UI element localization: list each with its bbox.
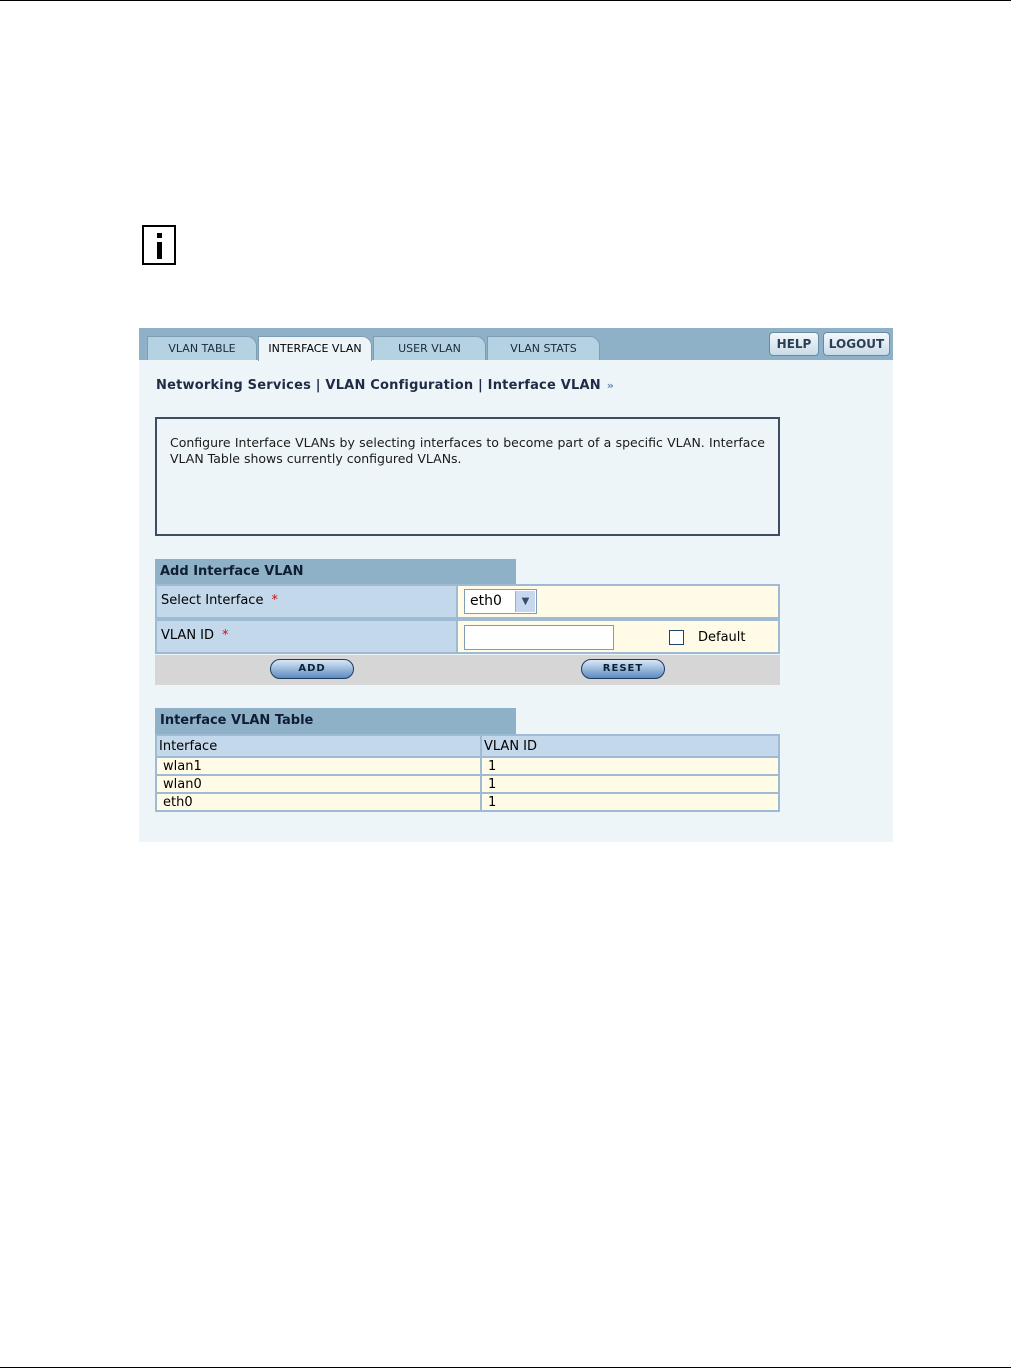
table-row — [156, 775, 779, 793]
description-text: Configure Interface VLANs by selecting interfaces to become part of a specific VLAN. Interface VLAN Table shows currently configured VLANs. — [170, 435, 765, 466]
table-cell-vlan-id: 1 — [481, 757, 779, 775]
breadcrumb-chevron-icon: » — [606, 379, 615, 392]
tab-vlan-stats[interactable]: VLAN STATS — [487, 336, 600, 360]
table-cell-interface: eth0 — [156, 793, 481, 811]
tab-interface-vlan[interactable]: INTERFACE VLAN — [258, 336, 372, 361]
add-interface-vlan-heading: Add Interface VLAN — [155, 559, 516, 585]
info-icon — [142, 225, 176, 265]
default-checkbox-label: Default — [698, 630, 746, 645]
vlan-id-cell — [458, 619, 780, 654]
interface-vlan-table-heading: Interface VLAN Table — [155, 708, 516, 734]
table-cell-vlan-id: 1 — [481, 793, 779, 811]
tab-vlan-table[interactable]: VLAN TABLE — [147, 336, 257, 360]
select-interface-label: Select Interface * — [155, 584, 458, 619]
required-marker: * — [222, 628, 229, 643]
bottom-rule — [0, 1367, 1011, 1368]
table-cell-interface: wlan1 — [156, 757, 481, 775]
interface-vlan-table — [155, 734, 780, 812]
help-button[interactable]: HELP — [769, 332, 819, 356]
top-rule — [0, 0, 1011, 1]
tab-bar — [139, 328, 893, 360]
table-row — [156, 793, 779, 811]
select-interface-cell — [458, 584, 780, 619]
default-checkbox[interactable] — [669, 630, 684, 645]
column-header-interface: Interface — [156, 735, 481, 757]
vlan-id-label: VLAN ID * — [155, 619, 458, 654]
select-interface-row — [155, 584, 780, 619]
reset-button[interactable]: RESET — [581, 659, 665, 679]
add-button[interactable]: ADD — [270, 659, 354, 679]
chevron-down-icon[interactable]: ▼ — [515, 591, 535, 612]
description-box — [155, 417, 780, 536]
table-header-row — [156, 735, 779, 757]
table-row — [156, 757, 779, 775]
table-cell-vlan-id: 1 — [481, 775, 779, 793]
interface-select[interactable] — [464, 589, 537, 614]
column-header-vlan-id: VLAN ID — [481, 735, 779, 757]
breadcrumb — [156, 378, 614, 393]
table-cell-interface: wlan0 — [156, 775, 481, 793]
required-marker: * — [271, 593, 278, 608]
logout-button[interactable]: LOGOUT — [823, 332, 890, 356]
vlan-id-row — [155, 619, 780, 654]
form-button-bar — [155, 655, 780, 685]
tab-user-vlan[interactable]: USER VLAN — [373, 336, 486, 360]
interface-select-value: eth0 — [470, 593, 502, 609]
vlan-config-panel — [139, 328, 893, 842]
vlan-id-input[interactable] — [464, 625, 614, 650]
breadcrumb-text: Networking Services | VLAN Configuration | Interface VLAN — [156, 378, 601, 393]
